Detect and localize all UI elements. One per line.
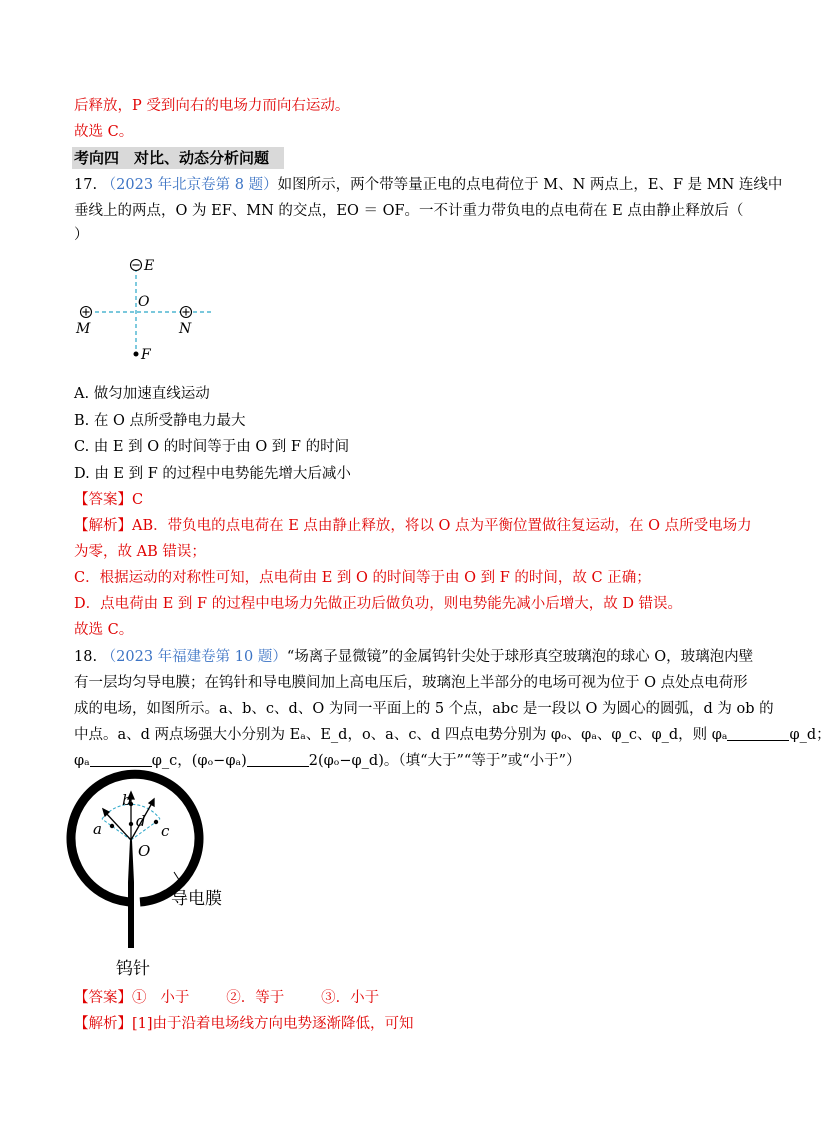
q18-stem-line-3: 成的电场，如图所示。a、b、c、d、O 为同一平面上的 5 个点，abc 是一段以 O 为圆心的圆弧，d 为 ob 的	[74, 701, 774, 717]
q17-label-F: F	[141, 347, 151, 363]
q17-figure	[70, 250, 220, 370]
q17-negative-charge-E	[131, 260, 142, 271]
q18-stem-text-4a: 中点。a、d 两点场强大小分别为 Eₐ、E_d，o、a、c、d 四点电势分别为 φₒ、φₐ、φ_c、φ_d，则 φₐ	[74, 727, 728, 743]
q18-point-d	[129, 822, 133, 826]
q18-figure	[68, 782, 268, 982]
q17-analysis-line-4: D．点电荷由 E 到 F 的过程中电场力先做正功后做负功，则电势能先减小后增大，故 D 错误。	[74, 596, 683, 612]
q17-label-E: E	[144, 258, 155, 274]
q17-option-a: A. 做匀加速直线运动	[74, 386, 210, 402]
carryover-line-1: 后释放，P 受到向右的电场力而向右运动。	[74, 98, 350, 114]
q18-analysis-line-1	[74, 1014, 414, 1034]
q18-blank-1	[727, 726, 789, 741]
q18-stem-text-5c: 2(φₒ−φ_d)。（填“大于”“等于”或“小于”）	[308, 753, 581, 769]
q17-stem-text-1: 如图所示，两个带等量正电的点电荷位于 M、N 两点上，E、F 是 MN 连线中	[277, 177, 783, 193]
q17-analysis-line-3: C．根据运动的对称性可知，点电荷由 E 到 O 的时间等于由 O 到 F 的时间，故 C 正确；	[74, 570, 651, 586]
q18-stem-text-4b: φ_d；	[789, 727, 831, 743]
q17-answer-value: C	[132, 492, 144, 508]
q17-option-d: D. 由 E 到 F 的过程中电势能先增大后减小	[74, 466, 351, 482]
q17-positive-charge-M	[81, 307, 92, 318]
q17-label-O: O	[138, 294, 150, 310]
q18-label-b: b	[122, 791, 132, 809]
q18-label-a: a	[93, 820, 102, 838]
q17-analysis-text-1: AB．带负电的点电荷在 E 点由静止释放，将以 O 点为平衡位置做往复运动，在 O 点所受电场力	[132, 518, 752, 534]
q18-answer-tag: 【答案】	[74, 990, 132, 1006]
q18-number: 18.	[74, 649, 98, 665]
q17-label-M: M	[76, 321, 91, 337]
q18-analysis-tag: 【解析】	[74, 1016, 132, 1032]
q17-stem-line-1	[74, 175, 782, 195]
q17-answer-tag: 【答案】	[74, 492, 132, 508]
q17-stem-line-2: 垂线上的两点，O 为 EF、MN 的交点，EO ＝ OF。一不计重力带负电的点电荷在 E 点由静止释放后（	[74, 203, 744, 219]
q17-positive-charge-N	[181, 307, 192, 318]
q18-stem-text-5b: φ_c，(φₒ−φₐ)	[151, 753, 247, 769]
q17-analysis-line-2: 为零，故 AB 错误；	[74, 544, 206, 560]
q18-source: （2023 年福建卷第 10 题）	[101, 649, 287, 665]
section-heading: 考向四 对比、动态分析问题	[72, 147, 284, 169]
q17-answer	[74, 490, 143, 510]
q18-stem-text-5a: φₐ	[74, 753, 90, 769]
q17-number: 17.	[74, 177, 98, 193]
q18-blank-3	[247, 752, 309, 767]
q18-point-a	[110, 824, 114, 828]
q18-analysis-text-1: [1]由于沿着电场线方向电势逐渐降低，可知	[132, 1016, 414, 1032]
q18-answer	[74, 988, 379, 1008]
carryover-line-2: 故选 C。	[74, 124, 134, 140]
q17-analysis-line-1	[74, 516, 752, 536]
q18-stem-text-1: “场离子显微镜”的金属钨针尖处于球形真空玻璃泡的球心 O，玻璃泡内壁	[286, 649, 754, 665]
q18-bulb-outer	[71, 774, 199, 902]
q18-label-d: d	[136, 812, 146, 830]
q18-label-O: O	[138, 842, 151, 860]
q18-blank-2	[90, 752, 152, 767]
q17-label-N: N	[179, 321, 192, 337]
q18-label-c: c	[161, 822, 170, 840]
q17-stem-line-3: ）	[74, 227, 89, 243]
q18-needle-tip	[128, 840, 134, 882]
q17-point-F	[134, 352, 139, 357]
q18-label-needle: 钨针	[116, 959, 150, 979]
q17-source: （2023 年北京卷第 8 题）	[101, 177, 278, 193]
q17-conclusion: 故选 C。	[74, 622, 134, 638]
q17-option-b: B. 在 O 点所受静电力最大	[74, 413, 246, 429]
q18-stem-line-5	[74, 751, 581, 771]
q18-stem-line-2: 有一层均匀导电膜；在钨针和导电膜间加上高电压后，玻璃泡上半部分的电场可视为位于 O 点处点电荷形	[74, 675, 748, 691]
q18-stem-line-1	[74, 647, 753, 667]
q18-stem-line-4	[74, 725, 831, 745]
q18-answer-value: ① 小于 ②．等于 ③．小于	[132, 990, 380, 1006]
q18-point-c	[154, 820, 158, 824]
q18-needle-stem	[128, 882, 134, 948]
q17-option-c: C. 由 E 到 O 的时间等于由 O 到 F 的时间	[74, 439, 350, 455]
q17-analysis-tag: 【解析】	[74, 518, 132, 534]
q18-label-film: 导电膜	[171, 889, 222, 909]
